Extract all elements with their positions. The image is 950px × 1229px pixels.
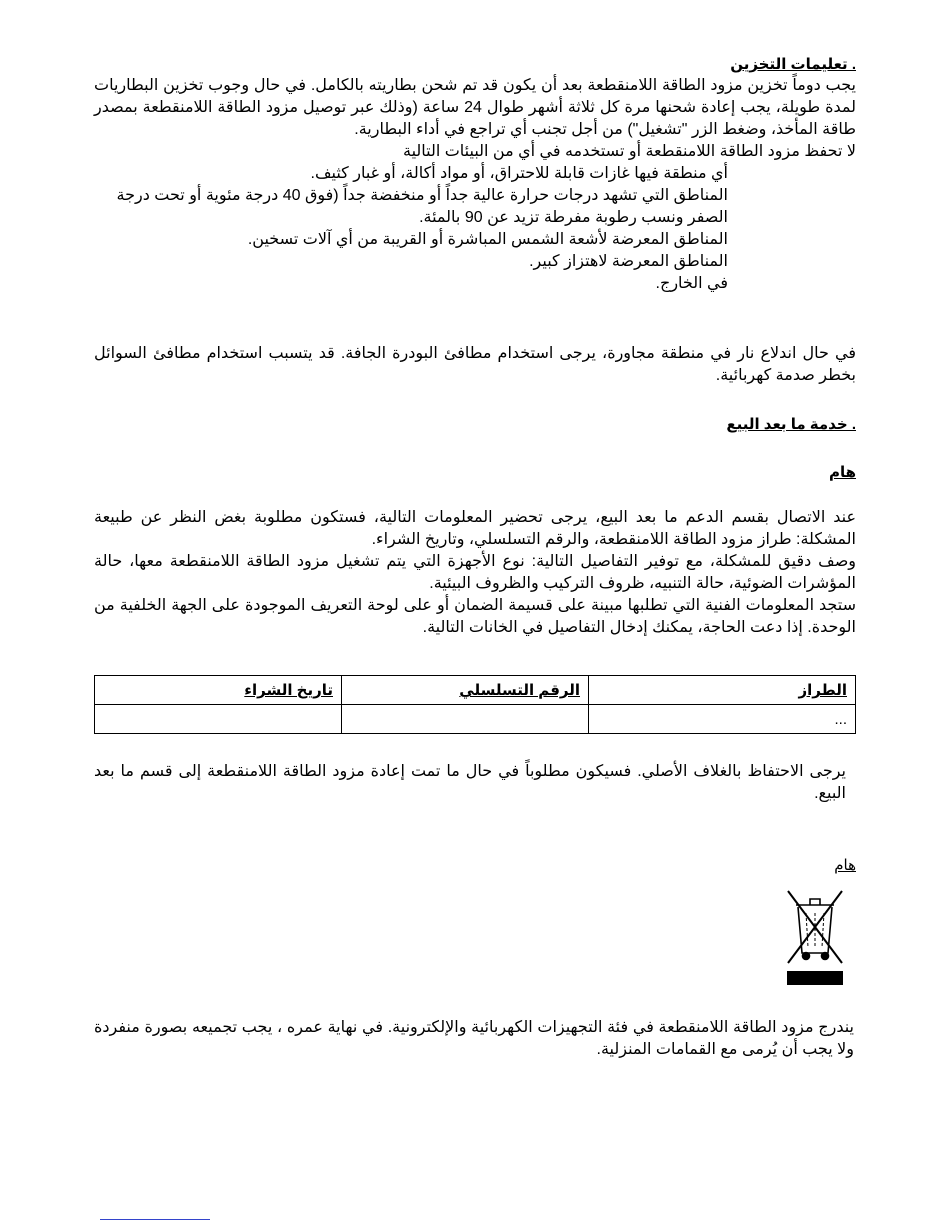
fire-section: [94, 343, 856, 387]
disposal-important-label: هام: [834, 857, 856, 874]
list-item: أي منطقة فيها غازات قابلة للاحتراق، أو مواد أكالة، أو غبار كثيف.: [310, 165, 728, 182]
column-model-header: الطراز: [589, 676, 856, 705]
info-table-block: [94, 675, 856, 734]
service-heading-block: [94, 415, 856, 435]
fire-paragraph: في حال اندلاع نار في منطقة مجاورة، يرجى استخدام مطافئ البودرة الجافة. قد يتسبب استخدام مطافئ السوائل بخطر صدمة كهربائية.: [94, 345, 856, 384]
service-paragraph-2: وصف دقيق للمشكلة، مع توفير التفاصيل التالية: نوع الأجهزة التي يتم تشغيل مزود الطاقة اللامنقطعة معها، حالة المؤشرات الضوئية، حالة التنبيه، ظروف التركيب والظروف البيئية.: [94, 553, 856, 592]
packaging-block: [94, 761, 846, 805]
table-header-row: [95, 676, 856, 705]
disposal-important-block: [94, 855, 856, 877]
list-item: المناطق المعرضة لأشعة الشمس المباشرة أو القريبة من أي آلات تسخين.: [247, 231, 728, 248]
environment-list: [94, 163, 856, 295]
table-row: [95, 705, 856, 734]
product-info-table: [94, 675, 856, 734]
cell-serial[interactable]: [342, 705, 589, 734]
storage-section: [94, 55, 856, 295]
service-body: [94, 507, 856, 639]
cell-date[interactable]: [95, 705, 342, 734]
list-item: في الخارج.: [655, 275, 728, 292]
storage-paragraph-2: لا تحفظ مزود الطاقة اللامنقطعة أو تستخدمه في أي من البيئات التالية: [402, 143, 856, 160]
packaging-paragraph: يرجى الاحتفاظ بالغلاف الأصلي. فسيكون مطلوباً في حال ما تمت إعادة مزود الطاقة اللامنقطعة إلى قسم ما بعد البيع.: [94, 763, 846, 802]
disposal-block: [94, 1017, 854, 1061]
service-important-block: [94, 463, 856, 483]
service-important-label: هام: [828, 464, 856, 481]
column-date-header: تاريخ الشراء: [95, 676, 342, 705]
list-item: المناطق التي تشهد درجات حرارة عالية جداً أو منخفضة جداً (فوق 40 درجة مئوية أو تحت درجة الصفر ونسب رطوبة مفرطة تزيد عن 90 بالمئة.: [116, 187, 728, 226]
cell-model[interactable]: ...: [589, 705, 856, 734]
crossed-out-wheelie-bin-icon: [780, 883, 850, 983]
list-item: المناطق المعرضة لاهتزاز كبير.: [529, 253, 728, 270]
storage-paragraph-1: يجب دوماً تخزين مزود الطاقة اللامنقطعة بعد أن يكون قد تم شحن بطاريته بالكامل. في حال وجوب تخزين البطاريات لمدة طويلة، يجب إعادة شحنها مرة كل ثلاثة أشهر طوال 24 ساعة (وذلك عبر توصيل مزود الطاقة اللامنقطعة بمصدر طاقة المأخذ، وضغط الزر "تشغيل") من أجل تجنب أي تراجع في أداء البطارية.: [94, 77, 857, 138]
column-serial-header: الرقم التسلسلي: [342, 676, 589, 705]
service-heading: . خدمة ما بعد البيع: [726, 416, 856, 433]
footer-rule: [100, 1219, 210, 1220]
disposal-paragraph: يندرج مزود الطاقة اللامنقطعة في فئة التجهيزات الكهربائية والإلكترونية. في نهاية عمره ، يجب تجميعه بصورة منفردة ولا يجب أن يُرمى مع القمامات المنزلية.: [94, 1019, 854, 1058]
service-paragraph-3: ستجد المعلومات الفنية التي تطلبها مبينة على قسيمة الضمان أو على لوحة التعريف الموجودة على الجهة الخلفية من الوحدة. إذا دعت الحاجة، يمكنك إدخال التفاصيل في الخانات التالية.: [94, 597, 856, 636]
storage-heading: . تعليمات التخزين: [730, 56, 856, 73]
service-paragraph-1: عند الاتصال بقسم الدعم ما بعد البيع، يرجى تحضير المعلومات التالية، فستكون مطلوبة بغض النظر عن طبيعة المشكلة: طراز مزود الطاقة اللامنقطعة، والرقم التسلسلي، وتاريخ الشراء.: [94, 509, 856, 548]
